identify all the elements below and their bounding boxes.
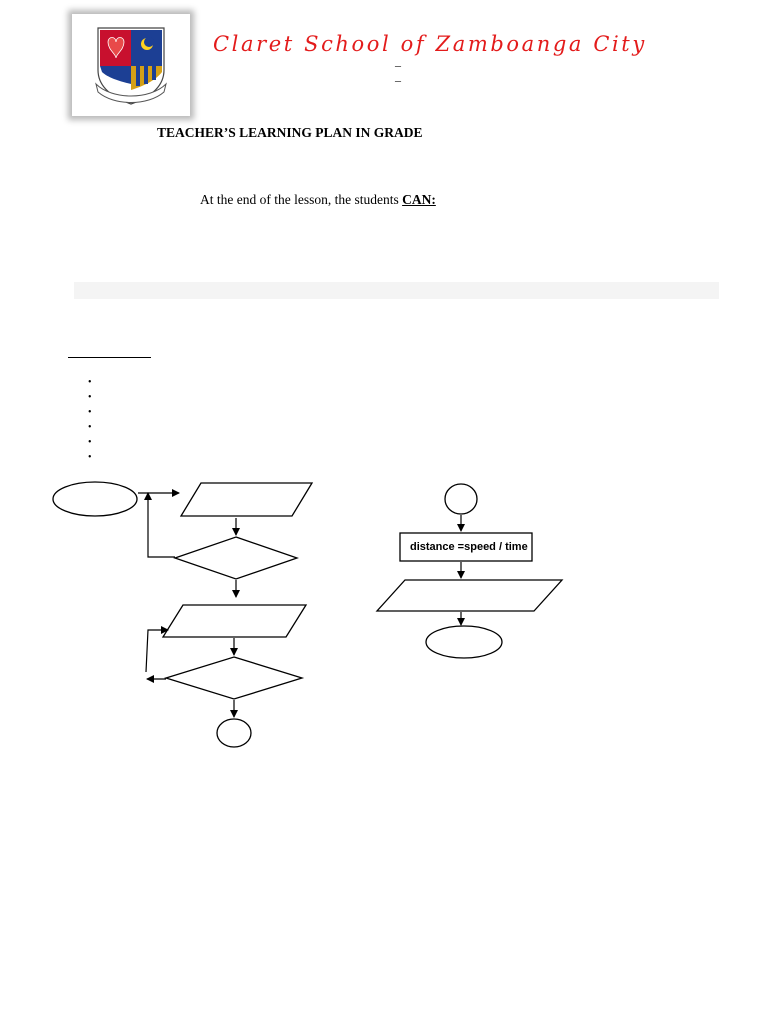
- flow-right-start-terminal: [445, 484, 477, 514]
- flow-right-process-label: distance =speed / time: [410, 541, 528, 553]
- bullet-item: •: [88, 377, 92, 388]
- flow-left-decision-1: [175, 537, 297, 579]
- document-title: TEACHER’S LEARNING PLAN IN GRADE: [157, 125, 423, 140]
- objective-can: CAN:: [402, 192, 436, 207]
- bullet-item: •: [88, 422, 92, 433]
- subtitle-dash-1: –: [395, 58, 401, 72]
- flow-left-input-2: [163, 605, 306, 637]
- school-name: Claret School of Zamboanga City: [213, 32, 647, 56]
- objective-lead: At the end of the lesson, the students: [200, 192, 403, 207]
- flow-left-loop-1: [148, 493, 175, 557]
- subtitle-dash-2: –: [395, 73, 401, 87]
- bullet-item: •: [88, 452, 92, 463]
- flow-left-end-terminal: [217, 719, 251, 747]
- flow-left-input-1: [181, 483, 312, 516]
- flow-right-end-terminal: [426, 626, 502, 658]
- bullet-item: •: [88, 407, 92, 418]
- flow-left-decision-2: [166, 657, 302, 699]
- bullet-item: •: [88, 437, 92, 448]
- flow-left-start-terminal: [53, 482, 137, 516]
- flow-right-output: [377, 580, 562, 611]
- bullet-item: •: [88, 392, 92, 403]
